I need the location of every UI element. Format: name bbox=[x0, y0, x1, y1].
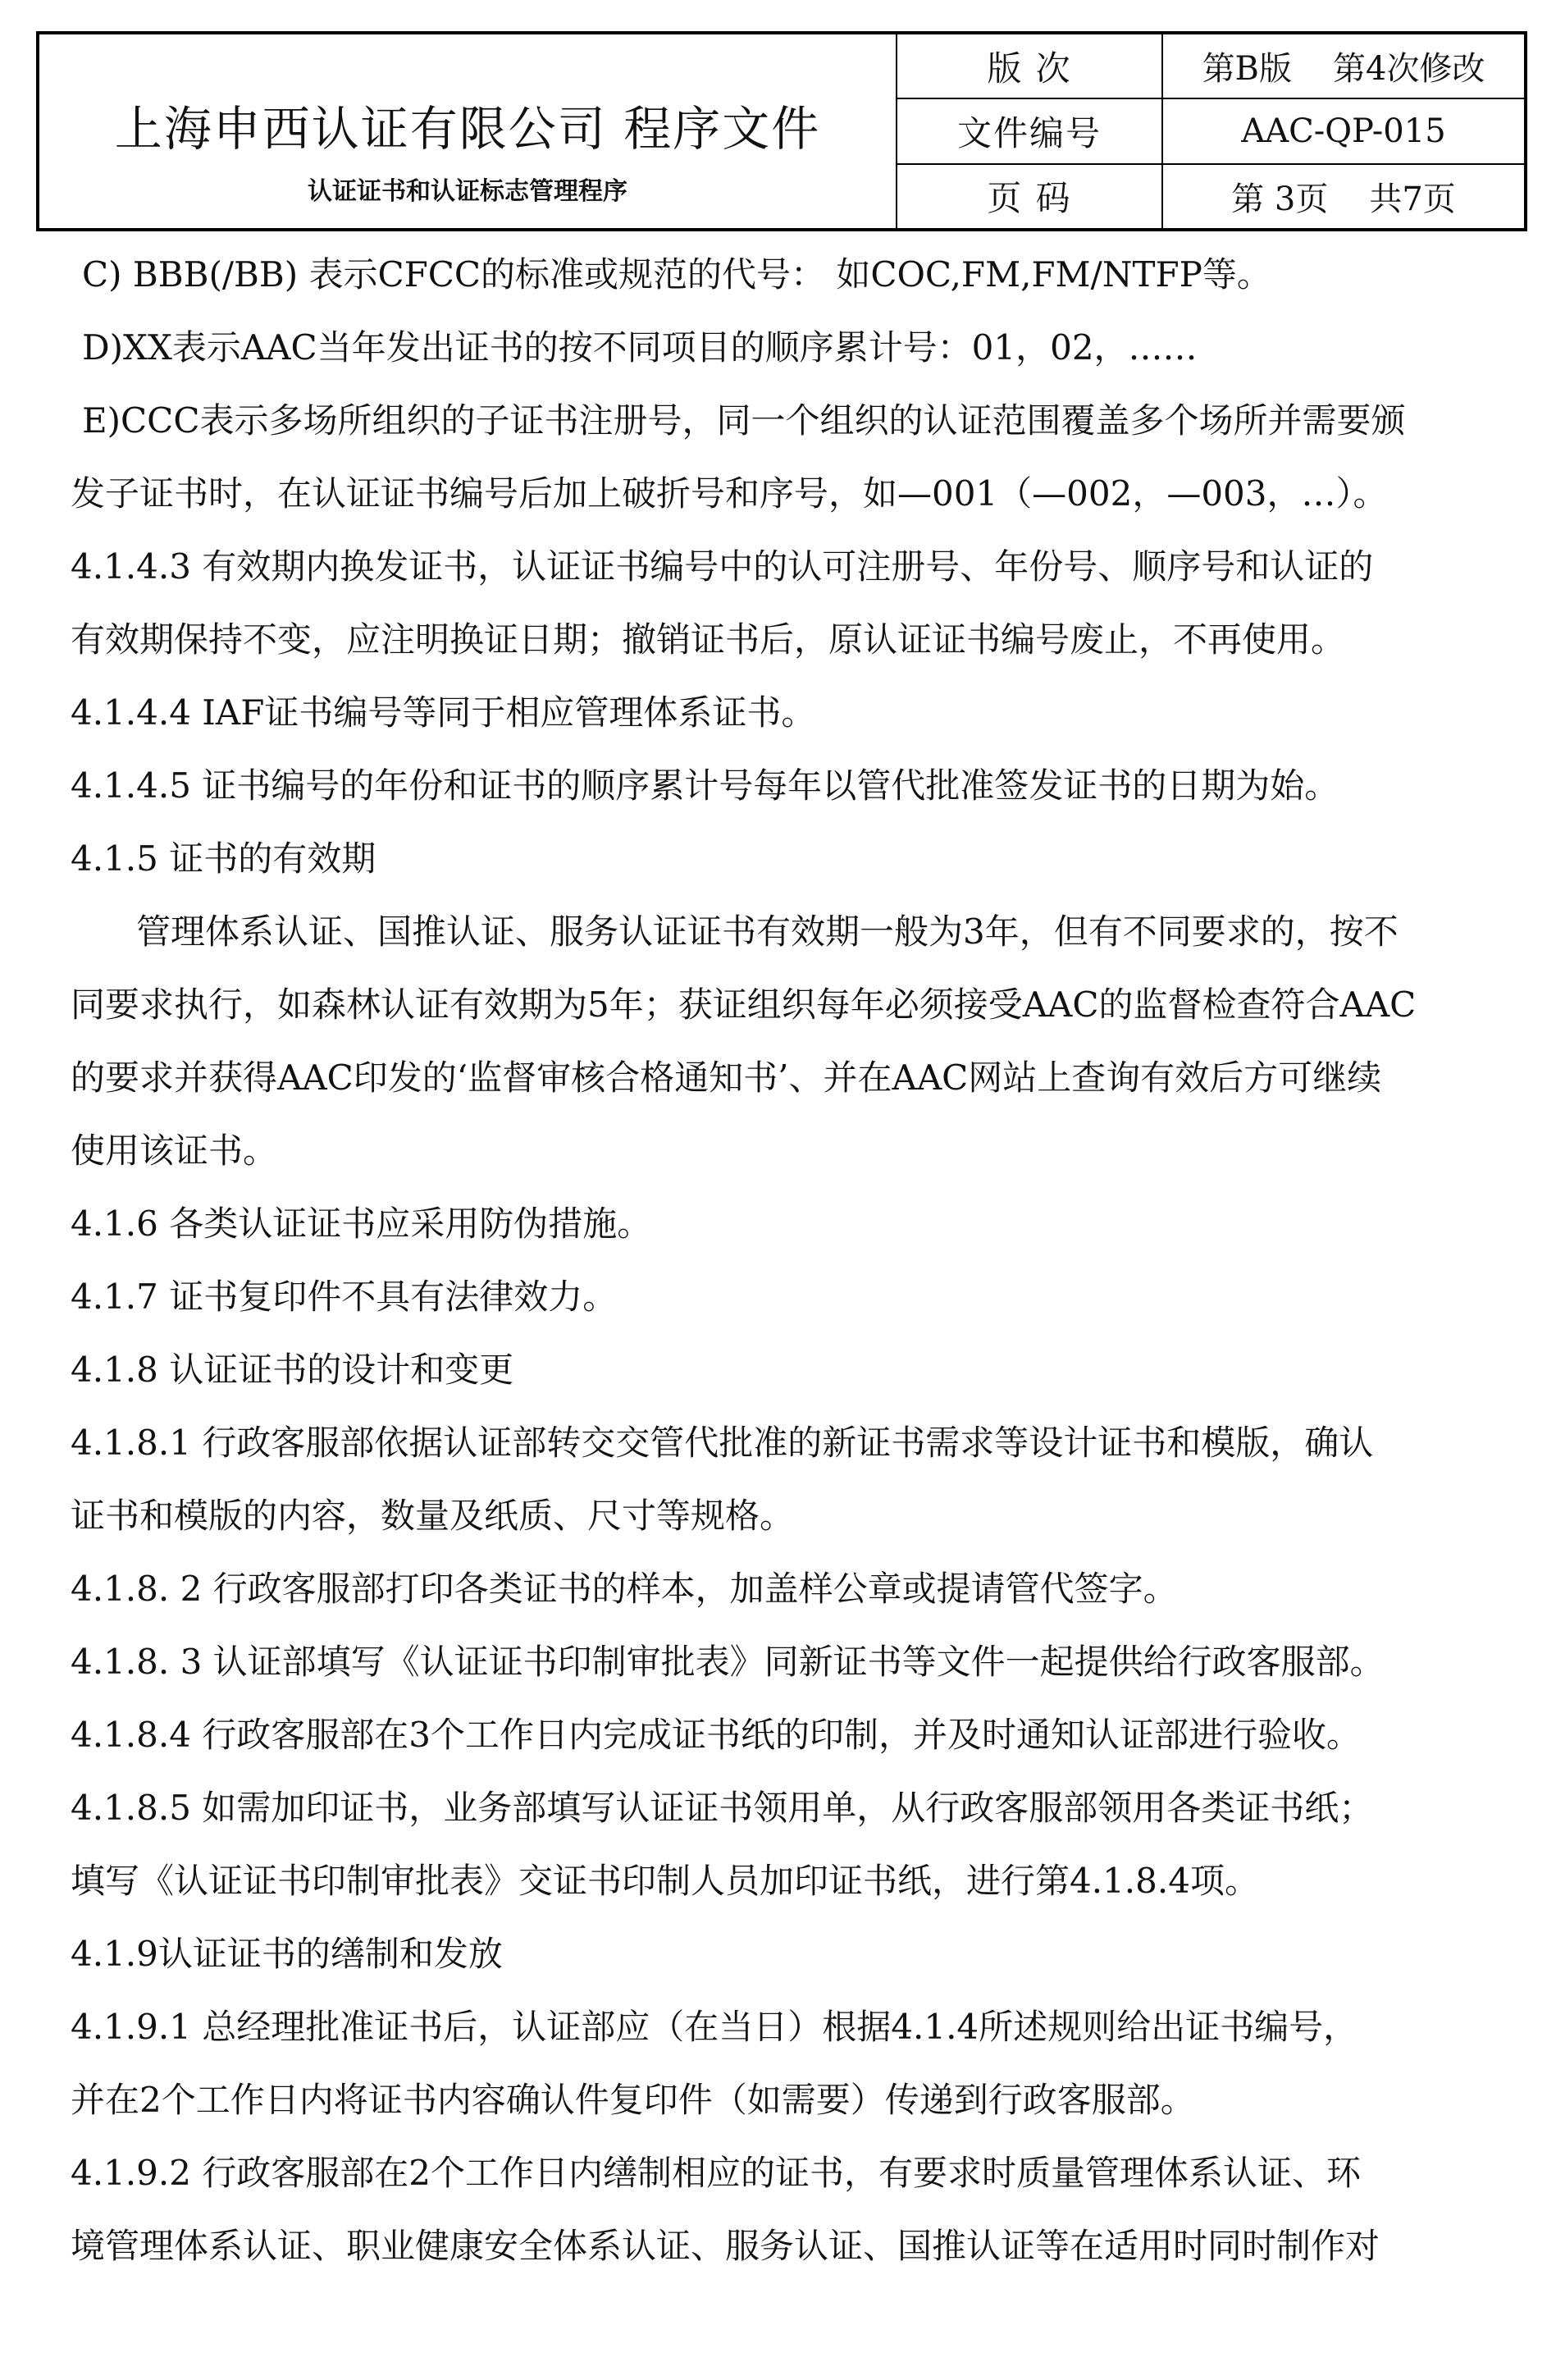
body-line: 并在2个工作日内将证书内容确认件复印件（如需要）传递到行政客服部。 bbox=[71, 2080, 1195, 2120]
body-line: E)CCC表示多场所组织的子证书注册号，同一个组织的认证范围覆盖多个场所并需要颁 bbox=[82, 400, 1406, 441]
body-line: 4.1.4.3 有效期内换发证书，认证证书编号中的认可注册号、年份号、顺序号和认证的 bbox=[71, 546, 1374, 587]
section-heading: 4.1.9认证证书的缮制和发放 bbox=[71, 1934, 503, 1974]
page-row bbox=[897, 165, 1524, 228]
modification-text: 第4次修改 bbox=[1332, 50, 1485, 89]
body-line: 4.1.9.2 行政客服部在2个工作日内缮制相应的证书，有要求时质量管理体系认证、环 bbox=[71, 2153, 1362, 2193]
body-line: C) BBB(/BB) 表示CFCC的标准或规范的代号： 如COC,FM,FM/NTFP等。 bbox=[82, 254, 1271, 295]
body-line: 4.1.8. 2 行政客服部打印各类证书的样本，加盖样公章或提请管代签字。 bbox=[71, 1569, 1178, 1609]
procedure-subtitle: 认证证书和认证标志管理程序 bbox=[308, 177, 627, 206]
body-line: 填写《认证证书印制审批表》交证书印制人员加印证书纸，进行第4.1.8.4项。 bbox=[71, 1861, 1259, 1901]
page-total-text: 共7页 bbox=[1369, 180, 1456, 218]
section-heading: 4.1.8 认证证书的设计和变更 bbox=[71, 1350, 514, 1390]
header-title-cell bbox=[39, 34, 897, 228]
body-line: 4.1.7 证书复印件不具有法律效力。 bbox=[71, 1277, 618, 1317]
body-line: 4.1.8. 3 认证部填写《认证证书印制审批表》同新证书等文件一起提供给行政客服部。 bbox=[71, 1642, 1385, 1682]
body-line: 的要求并获得AAC印发的‘监督审核合格通知书’、并在AAC网站上查询有效后方可继续 bbox=[71, 1058, 1382, 1098]
body-line: 发子证书时，在认证证书编号后加上破折号和序号，如—001（—002，—003，…）。 bbox=[71, 473, 1388, 514]
company-program-title: 上海申西认证有限公司 程序文件 bbox=[114, 101, 821, 157]
document-number-value bbox=[1163, 99, 1524, 162]
header-meta-cells bbox=[897, 34, 1524, 228]
page-value bbox=[1163, 165, 1524, 228]
edition-text: 第B版 bbox=[1202, 50, 1292, 89]
revision-value bbox=[1163, 34, 1524, 98]
body-line: 同要求执行，如森林认证有效期为5年；获证组织每年必须接受AAC的监督检查符合AAC bbox=[71, 984, 1417, 1025]
body-line: 4.1.6 各类认证证书应采用防伪措施。 bbox=[71, 1204, 652, 1244]
body-line: 4.1.4.5 证书编号的年份和证书的顺序累计号每年以管代批准签发证书的日期为始。 bbox=[71, 765, 1339, 806]
document-number-label: 文件编号 bbox=[897, 99, 1163, 162]
revision-row bbox=[897, 34, 1524, 99]
document-body bbox=[71, 238, 1498, 2282]
revision-label: 版 次 bbox=[897, 34, 1163, 98]
body-line: 4.1.8.5 如需加印证书，业务部填写认证证书领用单，从行政客服部领用各类证书纸； bbox=[71, 1788, 1374, 1828]
body-line: 4.1.8.1 行政客服部依据认证部转交交管代批准的新证书需求等设计证书和模版，确认 bbox=[71, 1423, 1374, 1463]
body-line: 4.1.9.1 总经理批准证书后，认证部应（在当日）根据4.1.4所述规则给出证书编号， bbox=[71, 2007, 1358, 2047]
document-number-text: AAC-QP-015 bbox=[1241, 112, 1446, 150]
body-line: D)XX表示AAC当年发出证书的按不同项目的顺序累计号：01，02，…… bbox=[82, 327, 1198, 368]
body-line: 4.1.4.4 IAF证书编号等同于相应管理体系证书。 bbox=[71, 692, 816, 733]
body-line: 4.1.8.4 行政客服部在3个工作日内完成证书纸的印制，并及时通知认证部进行验收。 bbox=[71, 1715, 1362, 1755]
body-line: 使用该证书。 bbox=[71, 1131, 278, 1171]
body-line: 有效期保持不变，应注明换证日期；撤销证书后，原认证证书编号废止，不再使用。 bbox=[71, 619, 1346, 660]
body-line: 证书和模版的内容，数量及纸质、尺寸等规格。 bbox=[71, 1496, 795, 1536]
body-line: 境管理体系认证、职业健康安全体系认证、服务认证、国推认证等在适用时同时制作对 bbox=[71, 2226, 1380, 2266]
body-line: 管理体系认证、国推认证、服务认证证书有效期一般为3年，但有不同要求的，按不 bbox=[136, 911, 1399, 952]
page-current-text: 第 3页 bbox=[1231, 180, 1329, 218]
document-number-row bbox=[897, 99, 1524, 164]
document-header-table bbox=[36, 31, 1527, 231]
section-heading: 4.1.5 证书的有效期 bbox=[71, 838, 376, 879]
page-label: 页 码 bbox=[897, 165, 1163, 228]
